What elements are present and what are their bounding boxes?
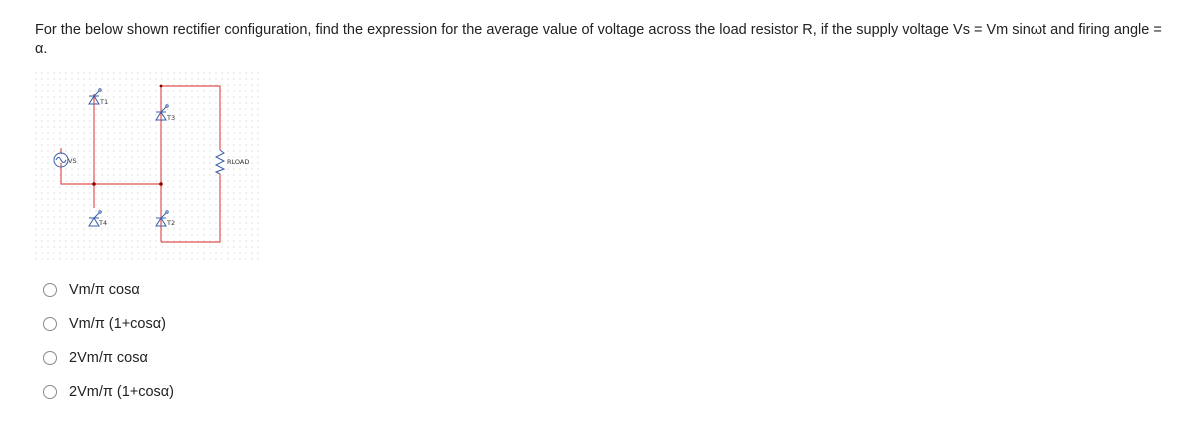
radio-button[interactable] <box>43 317 57 331</box>
answer-option-3[interactable] <box>40 341 174 375</box>
answer-option-1[interactable] <box>40 273 174 307</box>
answer-options <box>40 273 174 409</box>
rectifier-circuit-diagram <box>33 70 263 262</box>
load-label: RLOAD <box>227 158 250 166</box>
t4-label: T4 <box>99 219 108 227</box>
grid-background <box>33 70 263 262</box>
answer-option-4[interactable] <box>40 375 174 409</box>
load-resistor-symbol <box>215 150 225 174</box>
answer-option-2[interactable] <box>40 307 174 341</box>
option-label: Vm/π cosα <box>69 282 140 298</box>
radio-button[interactable] <box>43 283 57 297</box>
t3-label: T3 <box>167 114 176 122</box>
t1-label: T1 <box>100 98 109 106</box>
t2-label: T2 <box>167 219 176 227</box>
source-label: VS <box>68 157 77 165</box>
question-text: For the below shown rectifier configuration, find the expression for the average value of voltage across the load resistor R, if the supply voltage Vs = Vm sinωt and firing angle = α. <box>35 22 1162 57</box>
option-label: 2Vm/π cosα <box>69 350 148 366</box>
radio-button[interactable] <box>43 385 57 399</box>
radio-button[interactable] <box>43 351 57 365</box>
option-label: 2Vm/π (1+cosα) <box>69 384 175 400</box>
option-label: Vm/π (1+cosα) <box>69 316 166 332</box>
